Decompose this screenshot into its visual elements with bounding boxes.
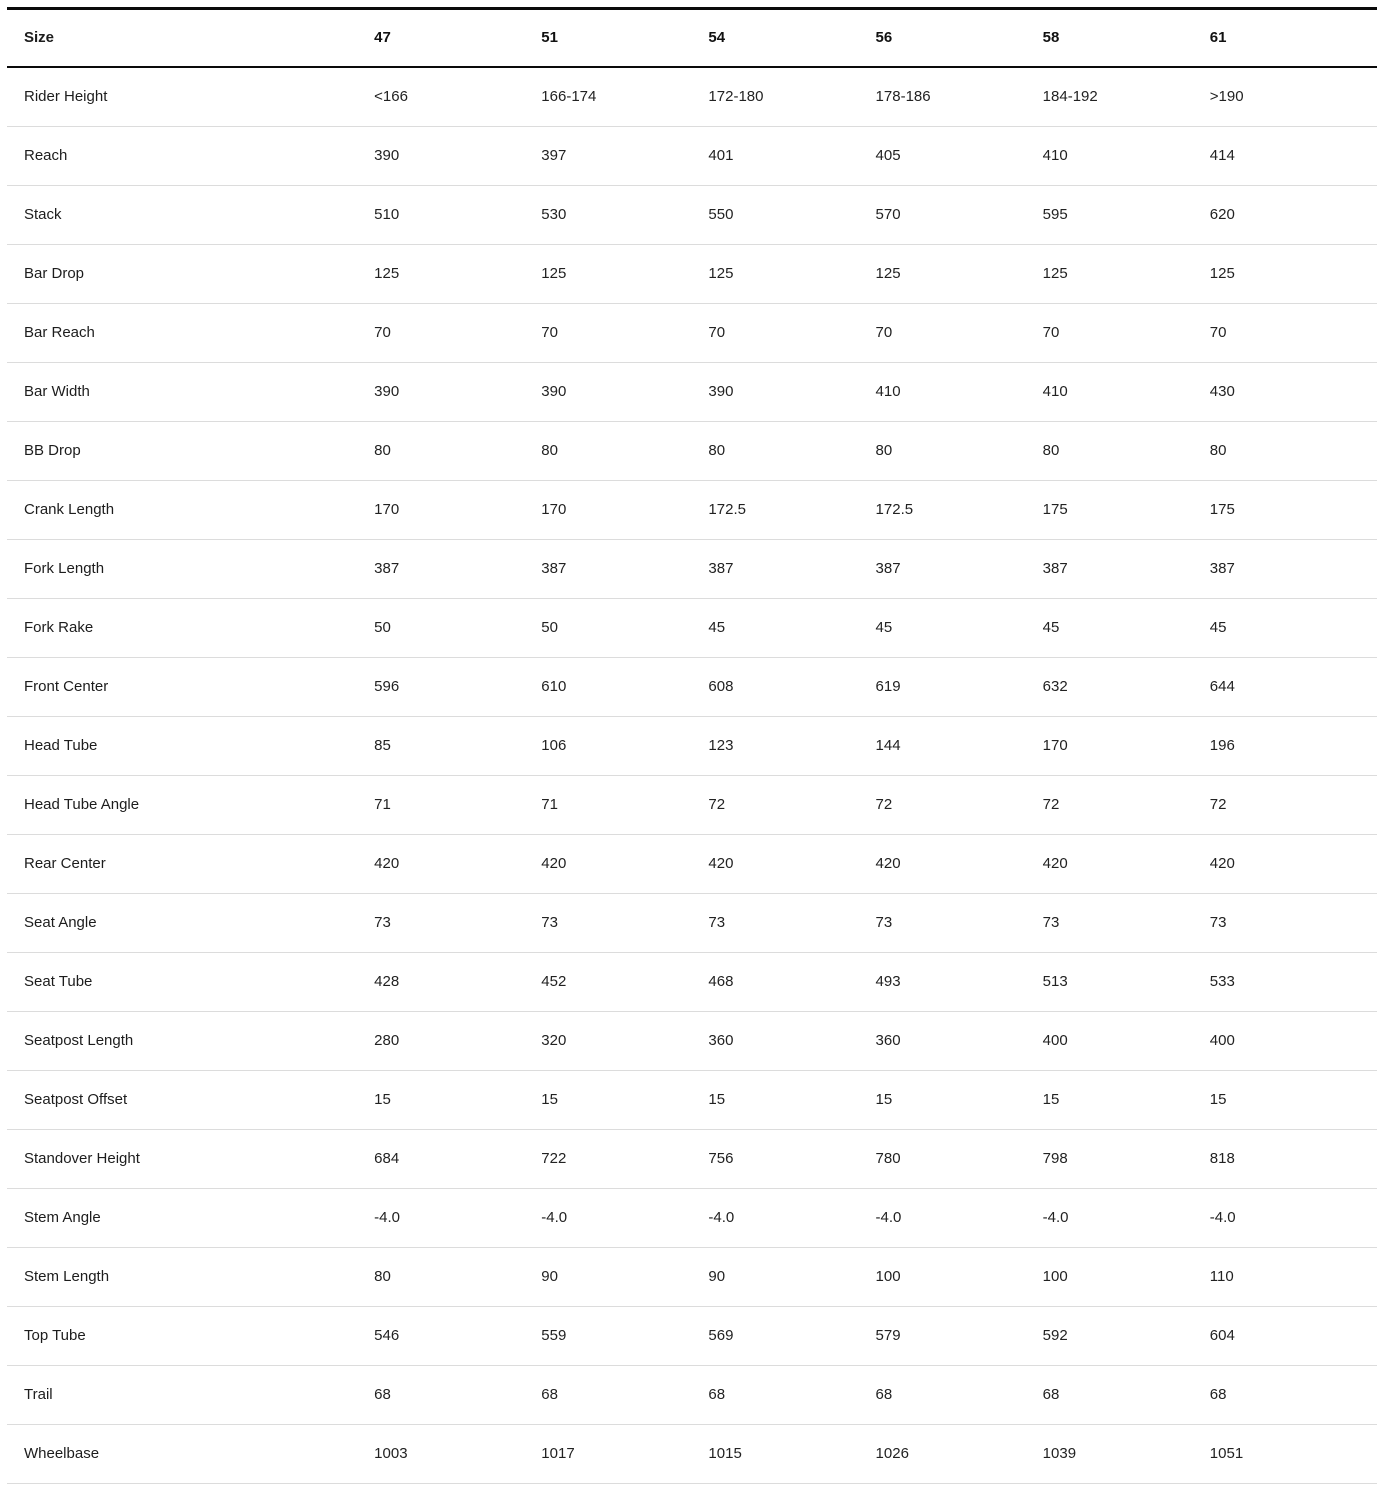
- row-value: 798: [1042, 1150, 1068, 1167]
- row-value: 70: [875, 324, 893, 341]
- table-row: [7, 1071, 1377, 1130]
- row-value: 722: [541, 1150, 567, 1167]
- row-value: 170: [374, 501, 400, 518]
- row-value: 410: [1042, 383, 1068, 400]
- table-row: [7, 67, 1377, 127]
- row-value: 100: [1042, 1268, 1068, 1285]
- row-value: 1015: [708, 1445, 742, 1462]
- row-value: 608: [708, 678, 734, 695]
- row-label: Seat Angle: [24, 914, 97, 931]
- row-value: 72: [708, 796, 726, 813]
- row-value: 619: [875, 678, 901, 695]
- table-row: [7, 894, 1377, 953]
- row-value: 387: [541, 560, 567, 577]
- row-value: 1039: [1042, 1445, 1077, 1462]
- row-value: 45: [708, 619, 726, 636]
- table-row: [7, 186, 1377, 245]
- row-value: 45: [875, 619, 893, 636]
- row-label: Seatpost Length: [24, 1032, 134, 1049]
- row-value: 410: [875, 383, 901, 400]
- table-row: [7, 776, 1377, 835]
- row-value: -4.0: [541, 1209, 568, 1226]
- header-size-56: 56: [875, 29, 893, 46]
- header-size-51: 51: [541, 29, 558, 46]
- table-row: [7, 1012, 1377, 1071]
- row-value: 780: [875, 1150, 901, 1167]
- row-value: 80: [875, 442, 893, 459]
- row-value: -4.0: [374, 1209, 401, 1226]
- row-value: 420: [875, 855, 901, 872]
- row-value: 80: [1042, 442, 1060, 459]
- row-value: 400: [1042, 1032, 1068, 1049]
- table-row: [7, 1425, 1377, 1484]
- table-row: [7, 599, 1377, 658]
- row-label: Fork Length: [24, 560, 105, 577]
- row-value: 420: [708, 855, 734, 872]
- row-value: 390: [374, 147, 400, 164]
- row-value: 100: [875, 1268, 901, 1285]
- row-value: 610: [541, 678, 567, 695]
- geometry-table: [7, 7, 1377, 1484]
- row-value: 123: [708, 737, 734, 754]
- row-label: Stack: [24, 206, 62, 223]
- row-value: 80: [708, 442, 726, 459]
- table-row: [7, 540, 1377, 599]
- row-value: 280: [374, 1032, 400, 1049]
- row-value: 320: [541, 1032, 567, 1049]
- table-row: [7, 245, 1377, 304]
- row-label: Bar Width: [24, 383, 90, 400]
- table-row: [7, 1130, 1377, 1189]
- row-value: 68: [1042, 1386, 1060, 1403]
- row-value: 1017: [541, 1445, 575, 1462]
- table-row: [7, 1248, 1377, 1307]
- row-value: 80: [1209, 442, 1227, 459]
- row-value: 184-192: [1042, 88, 1098, 105]
- row-value: 125: [1209, 265, 1235, 282]
- row-value: 530: [541, 206, 567, 223]
- row-value: 1026: [875, 1445, 909, 1462]
- row-value: 196: [1209, 737, 1235, 754]
- row-value: 106: [541, 737, 567, 754]
- row-value: 80: [374, 442, 391, 459]
- row-value: 172.5: [708, 501, 746, 518]
- table-row: [7, 1189, 1377, 1248]
- row-value: 125: [374, 265, 400, 282]
- row-value: 401: [708, 147, 734, 164]
- row-value: 390: [541, 383, 567, 400]
- row-label: Reach: [24, 147, 68, 164]
- row-value: 596: [374, 678, 400, 695]
- row-value: 15: [374, 1091, 391, 1108]
- row-value: 73: [875, 914, 893, 931]
- row-label: Crank Length: [24, 501, 115, 518]
- row-value: 15: [1209, 1091, 1227, 1108]
- row-value: 68: [875, 1386, 893, 1403]
- row-label: Seat Tube: [24, 973, 93, 990]
- row-value: 533: [1209, 973, 1235, 990]
- row-label: Stem Length: [24, 1268, 110, 1285]
- row-value: 170: [541, 501, 567, 518]
- row-value: 73: [541, 914, 558, 931]
- row-value: 125: [1042, 265, 1068, 282]
- row-value: 72: [1209, 796, 1227, 813]
- row-value: 73: [1042, 914, 1060, 931]
- row-value: 397: [541, 147, 567, 164]
- row-value: 72: [875, 796, 893, 813]
- row-value: 390: [708, 383, 734, 400]
- row-value: 360: [875, 1032, 901, 1049]
- row-value: 387: [1209, 560, 1235, 577]
- row-value: 405: [875, 147, 901, 164]
- row-label: Head Tube Angle: [24, 796, 140, 813]
- row-value: 387: [875, 560, 901, 577]
- row-value: 80: [541, 442, 558, 459]
- row-label: Standover Height: [24, 1150, 140, 1167]
- row-value: 410: [1042, 147, 1068, 164]
- row-value: 592: [1042, 1327, 1068, 1344]
- row-value: 170: [1042, 737, 1068, 754]
- row-value: 70: [1042, 324, 1060, 341]
- table-row: [7, 127, 1377, 186]
- row-value: 428: [374, 973, 400, 990]
- row-value: 110: [1209, 1268, 1234, 1285]
- row-value: 70: [1209, 324, 1227, 341]
- row-value: 178-186: [875, 88, 931, 105]
- row-value: 175: [1209, 501, 1235, 518]
- row-value: 68: [1209, 1386, 1227, 1403]
- row-value: 510: [374, 206, 400, 223]
- table-row: [7, 717, 1377, 776]
- row-value: 85: [374, 737, 391, 754]
- row-value: 172-180: [708, 88, 764, 105]
- row-label: Head Tube: [24, 737, 98, 754]
- row-value: 73: [708, 914, 726, 931]
- table-row: [7, 1366, 1377, 1425]
- header-row: [7, 9, 1377, 68]
- row-value: 175: [1042, 501, 1068, 518]
- row-label: Wheelbase: [24, 1445, 100, 1462]
- table-row: [7, 422, 1377, 481]
- row-value: 50: [374, 619, 391, 636]
- row-value: 70: [541, 324, 558, 341]
- row-value: 15: [541, 1091, 558, 1108]
- table-row: [7, 1307, 1377, 1366]
- row-value: 1051: [1209, 1445, 1244, 1462]
- row-value: 166-174: [541, 88, 597, 105]
- row-value: -4.0: [875, 1209, 902, 1226]
- row-label: Top Tube: [24, 1327, 86, 1344]
- row-value: 570: [875, 206, 901, 223]
- row-value: 513: [1042, 973, 1068, 990]
- row-label: BB Drop: [24, 442, 81, 459]
- row-value: 360: [708, 1032, 734, 1049]
- row-value: 644: [1209, 678, 1235, 695]
- row-value: 632: [1042, 678, 1068, 695]
- row-value: 546: [374, 1327, 400, 1344]
- row-value: 493: [875, 973, 901, 990]
- row-label: Front Center: [24, 678, 109, 695]
- row-label: Rider Height: [24, 88, 108, 105]
- row-value: 400: [1209, 1032, 1235, 1049]
- row-value: 125: [875, 265, 901, 282]
- row-value: 70: [708, 324, 726, 341]
- row-value: 144: [875, 737, 901, 754]
- row-value: 569: [708, 1327, 734, 1344]
- row-label: Stem Angle: [24, 1209, 101, 1226]
- row-value: 68: [541, 1386, 558, 1403]
- row-label: Rear Center: [24, 855, 106, 872]
- header-size-54: 54: [708, 29, 726, 46]
- row-value: 604: [1209, 1327, 1235, 1344]
- row-value: 68: [708, 1386, 726, 1403]
- row-value: 172.5: [875, 501, 914, 518]
- row-value: 73: [1209, 914, 1227, 931]
- row-value: 620: [1209, 206, 1235, 223]
- row-value: 72: [1042, 796, 1060, 813]
- row-value: 90: [708, 1268, 726, 1285]
- row-value: 80: [374, 1268, 391, 1285]
- row-value: 73: [374, 914, 391, 931]
- row-value: 68: [374, 1386, 391, 1403]
- row-value: 579: [875, 1327, 901, 1344]
- row-value: 430: [1209, 383, 1235, 400]
- row-value: 45: [1042, 619, 1060, 636]
- table-row: [7, 953, 1377, 1012]
- header-size-61: 61: [1209, 29, 1227, 46]
- row-label: Fork Rake: [24, 619, 94, 636]
- row-value: 468: [708, 973, 734, 990]
- row-value: 50: [541, 619, 558, 636]
- table-row: [7, 363, 1377, 422]
- row-value: -4.0: [708, 1209, 735, 1226]
- table-row: [7, 658, 1377, 717]
- row-value: 452: [541, 973, 567, 990]
- row-label: Seatpost Offset: [24, 1091, 128, 1108]
- row-value: 15: [875, 1091, 893, 1108]
- row-value: 420: [1042, 855, 1068, 872]
- row-value: 71: [374, 796, 391, 813]
- row-value: 818: [1209, 1150, 1235, 1167]
- table-row: [7, 835, 1377, 894]
- row-value: 71: [541, 796, 558, 813]
- table-row: [7, 304, 1377, 363]
- row-value: 125: [708, 265, 734, 282]
- row-value: -4.0: [1209, 1209, 1236, 1226]
- row-value: 1003: [374, 1445, 408, 1462]
- row-label: Trail: [24, 1386, 53, 1403]
- row-value: >190: [1209, 88, 1244, 105]
- row-value: 15: [708, 1091, 726, 1108]
- row-value: 559: [541, 1327, 567, 1344]
- row-value: 756: [708, 1150, 734, 1167]
- row-value: 390: [374, 383, 400, 400]
- row-value: 684: [374, 1150, 400, 1167]
- row-value: 125: [541, 265, 567, 282]
- row-value: 387: [708, 560, 734, 577]
- row-value: 387: [374, 560, 400, 577]
- row-value: 550: [708, 206, 734, 223]
- row-value: 15: [1042, 1091, 1060, 1108]
- table-row: [7, 481, 1377, 540]
- row-value: 90: [541, 1268, 558, 1285]
- header-size-label: Size: [24, 29, 55, 46]
- row-value: 387: [1042, 560, 1068, 577]
- row-value: 70: [374, 324, 391, 341]
- header-size-58: 58: [1042, 29, 1060, 46]
- row-value: 420: [541, 855, 567, 872]
- row-value: 595: [1042, 206, 1068, 223]
- row-label: Bar Reach: [24, 324, 95, 341]
- row-value: 45: [1209, 619, 1227, 636]
- header-size-47: 47: [374, 29, 391, 46]
- row-value: 420: [1209, 855, 1235, 872]
- row-value: -4.0: [1042, 1209, 1069, 1226]
- row-value: 414: [1209, 147, 1235, 164]
- row-value: <166: [374, 88, 408, 105]
- row-value: 420: [374, 855, 400, 872]
- row-label: Bar Drop: [24, 265, 85, 282]
